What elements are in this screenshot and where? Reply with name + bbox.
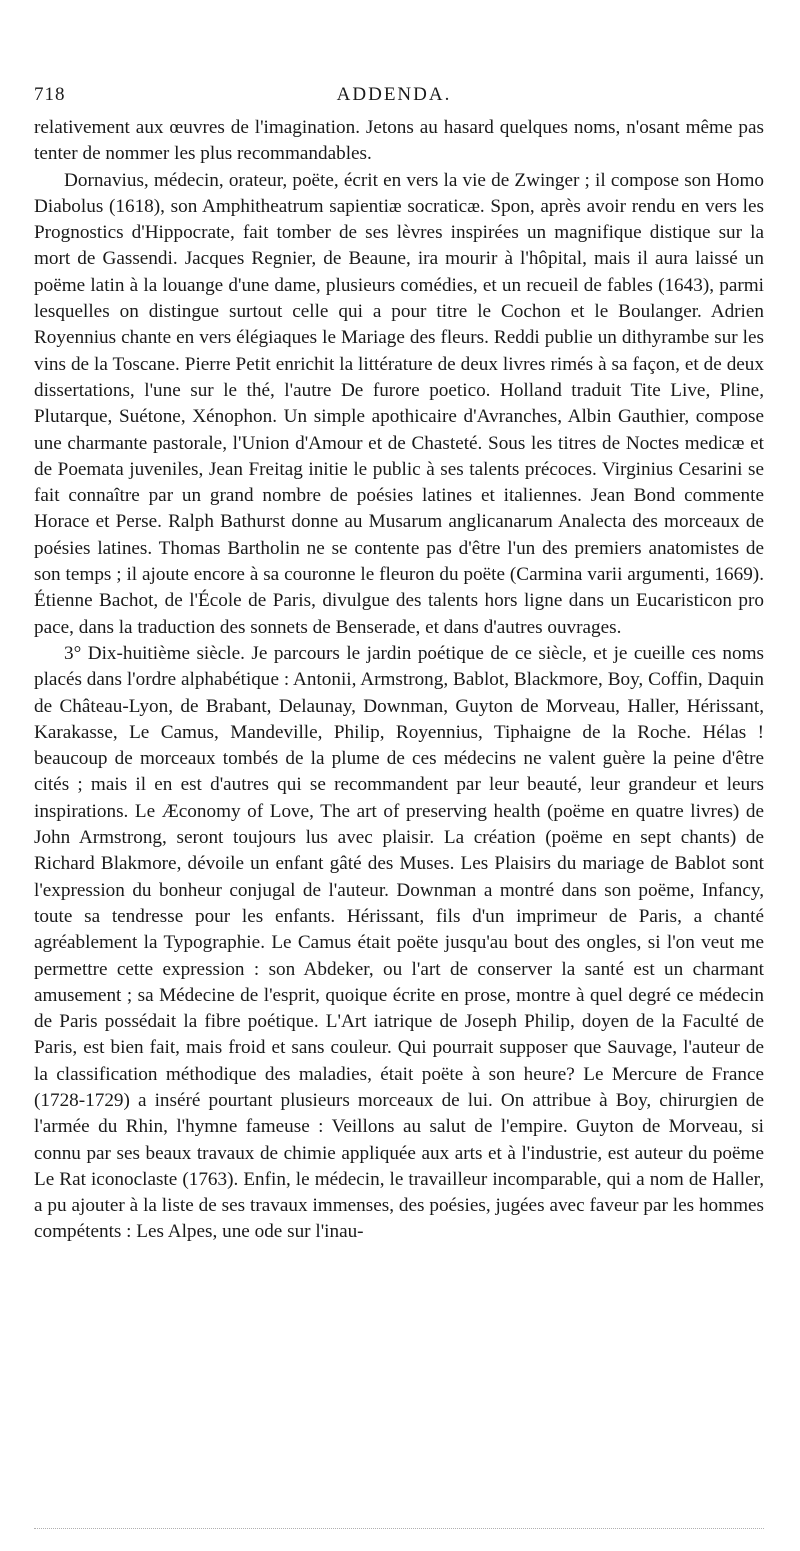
paragraph-eighteenth-century: 3° Dix-huitième siècle. Je parcours le jardin poétique de ce siècle, et je cueille ces noms placés dans l'ordre alphabétique : Antonii, Armstrong, Bablot, Blackmore, Boy, Coffin, Daquin de Château-Lyon, de Brabant, Delaunay, Downman, Guyton de Morveau, Haller, Hérissant, Karakasse, Le Camus, Mandeville, Philip, Royennius, Tiphaigne de la Roche. Hélas ! beaucoup de morceaux tombés de la plume de ces médecins ne valent guère la peine d'être cités ; mais il en est d'autres qui se recommandent par leur beauté, leur grandeur et leurs inspirations. Le Æconomy of Love, The art of preserving health (poëme en quatre livres) de John Armstrong, seront toujours lus avec plaisir. La création (poëme en sept chants) de Richard Blakmore, dévoile un enfant gâté des Muses. Les Plaisirs du mariage de Bablot sont l'expression du bonheur conjugal de l'auteur. Downman a montré dans son poëme, Infancy, toute sa tendresse pour les enfants. Hérissant, fils d'un imprimeur de Paris, a chanté agréablement la Typographie. Le Camus était poëte jusqu'au bout des ongles, si l'on veut me permettre cette expression : son Abdeker, ou l'art de conserver la santé est un charmant amusement ; sa Médecine de l'esprit, quoique écrite en prose, montre à quel degré ce médecin de Paris possédait la fibre poétique. L'Art iatrique de Joseph Philip, doyen de la Faculté de Paris, est bien fait, mais froid et sans couleur. Qui pourrait supposer que Sauvage, l'auteur de la classification méthodique des maladies, était poëte à son heure? Le Mercure de France (1728-1729) a inséré pourtant plusieurs morceaux de lui. On attribue à Boy, chirurgien de l'armée du Rhin, l'hymne fameuse : Veillons au salut de l'empire. Guyton de Morveau, si connu par ses beaux travaux de chimie appliquée aux arts et à l'industrie, est auteur du poëme Le Rat iconoclaste (1763). Enfin, le médecin, le travailleur incomparable, qui a nom de Haller, a pu ajouter à la liste de ses travaux immenses, des poésies, jugées avec faveur par les hommes compétents : Les Alpes, une ode sur l'inau- xyxy=(34,642,764,1243)
footer-rule xyxy=(34,1528,764,1529)
page-number: 718 xyxy=(34,84,66,105)
paragraph-continuation: relativement aux œuvres de l'imagination. Jetons au hasard quelques noms, n'osant même pas tenter de nommer les plus recommandables. xyxy=(34,117,764,165)
page-header xyxy=(34,84,754,114)
body-text xyxy=(34,115,764,1246)
running-head: ADDENDA. xyxy=(336,84,452,105)
paragraph-seventeenth-century-poets: Dornavius, médecin, orateur, poëte, écrit en vers la vie de Zwinger ; il compose son Homo Diabolus (1618), son Amphitheatrum sapientiæ socraticæ. Spon, après avoir rendu en vers les Prognostics d'Hippocrate, fait tomber de ses lèvres inspirées un magnifique distique sur la mort de Gassendi. Jacques Regnier, de Beaune, ira mourir à l'hôpital, mais il aura laissé un poëme latin à la louange d'une dame, plusieurs comédies, et un recueil de fables (1643), parmi lesquelles on distingue surtout celle qui a pour titre le Cochon et le Boulanger. Adrien Royennius chante en vers élégiaques le Mariage des fleurs. Reddi publie un dithyrambe sur les vins de la Toscane. Pierre Petit enrichit la littérature de deux livres rimés à sa façon, et de deux dissertations, l'une sur le thé, l'autre De furore poetico. Holland traduit Tite Live, Pline, Plutarque, Suétone, Xénophon. Un simple apothicaire d'Avranches, Albin Gauthier, compose une charmante pastorale, l'Union d'Amour et de Chasteté. Sous les titres de Noctes medicæ et de Poemata juveniles, Jean Freitag initie le public à ses talents précoces. Virginius Cesarini se fait connaître par un grand nombre de poésies latines et italiennes. Jean Bond commente Horace et Perse. Ralph Bathurst donne au Musarum anglicanarum Analecta des morceaux de poésies latines. Thomas Bartholin ne se contente pas d'être l'un des premiers anatomistes de son temps ; il ajoute encore à sa couronne le fleuron du poëte (Carmina varii argumenti, 1669). Étienne Bachot, de l'École de Paris, divulgue des talents hors ligne dans un Eucaristicon pro pace, dans la traduction des sonnets de Benserade, et dans d'autres ouvrages. xyxy=(34,169,764,638)
